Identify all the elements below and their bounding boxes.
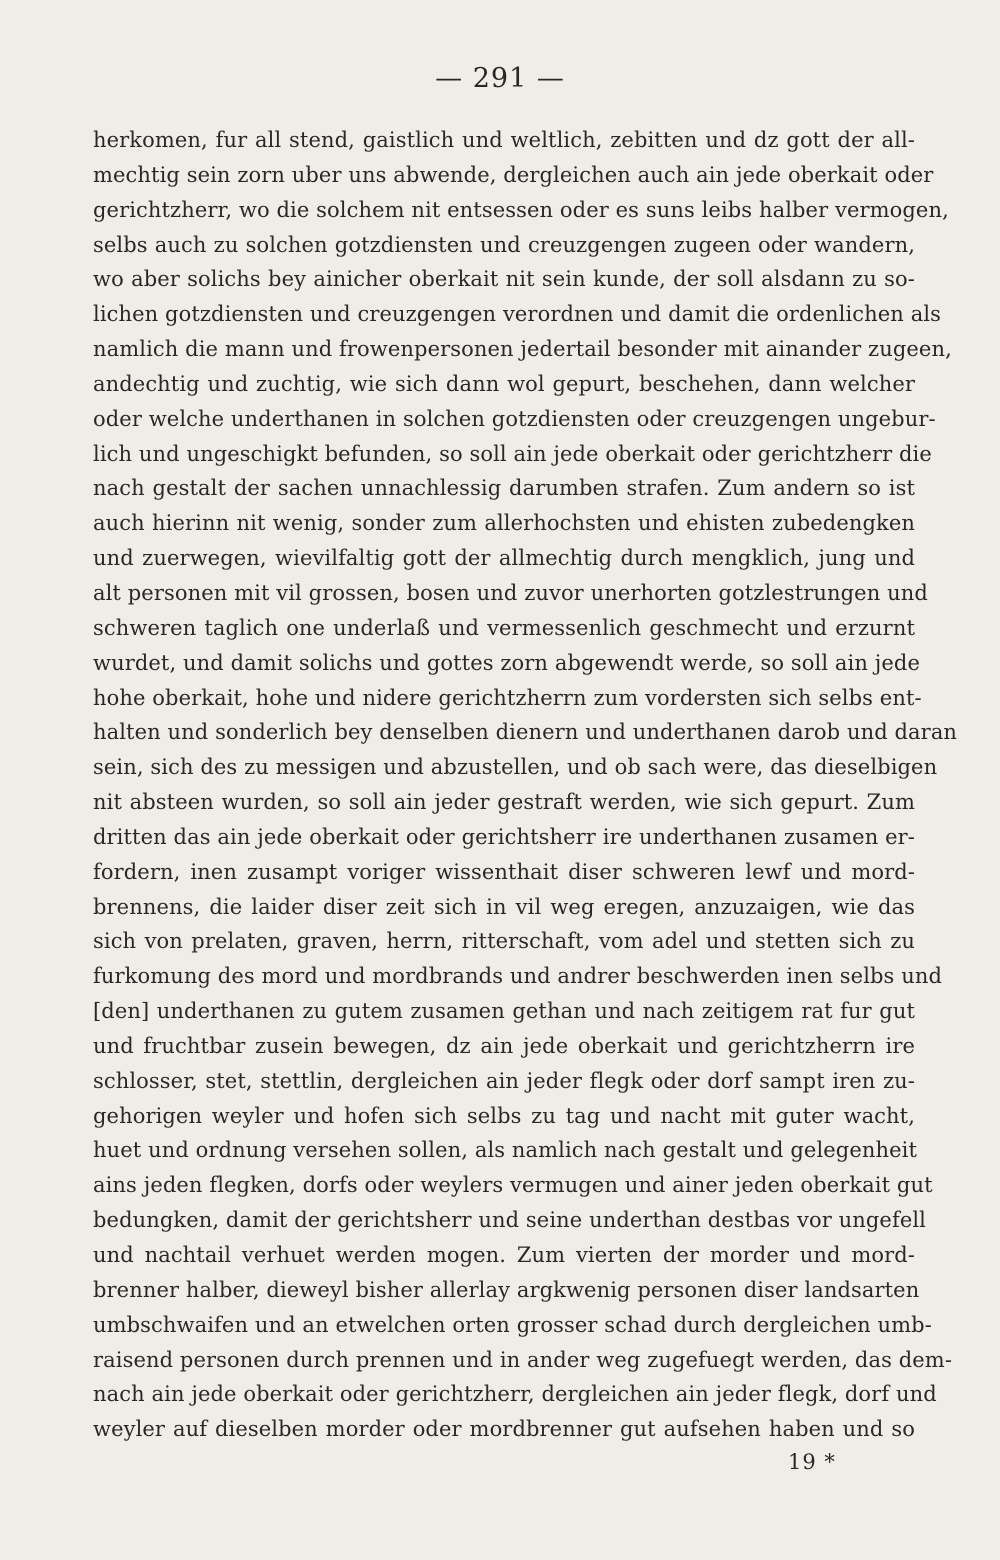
text-line: umbschwaifen und an etwelchen orten grosser schad durch dergleichen umb-	[93, 1312, 932, 1337]
text-line: nach ain jede oberkait oder gerichtzherr, dergleichen ain jeder flegk, dorf und	[93, 1382, 937, 1407]
text-line: brenner halber, dieweyl bisher allerlay argkwenig personen diser landsarten	[93, 1277, 920, 1302]
text-line: hohe oberkait, hohe und nidere gerichtzherrn zum vordersten sich selbs ent-	[93, 685, 922, 710]
text-line: huet und ordnung versehen sollen, als namlich nach gestalt und gelegenheit	[93, 1138, 917, 1163]
body-text	[93, 123, 958, 1447]
text-line: herkomen, fur all stend, gaistlich und weltlich, zebitten und dz gott der all-	[93, 128, 915, 152]
text-line: schweren taglich one underlaß und vermessenlich geschmecht und erzurnt	[93, 615, 915, 640]
text-line: brennens, die laider diser zeit sich in vil weg eregen, anzuzaigen, wie das	[93, 894, 915, 919]
text-line: ains jeden flegken, dorfs oder weylers vermugen und ainer jeden oberkait gut	[93, 1173, 933, 1198]
page-number: — 291 —	[435, 63, 565, 94]
text-line: gehorigen weyler und hofen sich selbs zu tag und nacht mit guter wacht,	[93, 1103, 915, 1128]
text-line: mechtig sein zorn uber uns abwende, dergleichen auch ain jede oberkait oder	[93, 162, 934, 187]
signature-mark: 19 *	[788, 1450, 836, 1474]
text-line: auch hierinn nit wenig, sonder zum allerhochsten und ehisten zubedengken	[93, 511, 915, 536]
text-line: namlich die mann und frowenpersonen jedertail besonder mit ainander zugeen,	[93, 337, 952, 362]
text-line: gerichtzherr, wo die solchem nit entsessen oder es suns leibs halber vermogen,	[93, 197, 949, 222]
text-line: bedungken, damit der gerichtsherr und seine underthan destbas vor ungefell	[93, 1208, 926, 1233]
text-line: und nachtail verhuet werden mogen. Zum vierten der morder und mord-	[93, 1243, 915, 1267]
text-line: lich und ungeschigkt befunden, so soll ain jede oberkait oder gerichtzherr die	[93, 441, 932, 466]
text-line: nit absteen wurden, so soll ain jeder gestraft werden, wie sich gepurt. Zum	[93, 790, 915, 815]
text-line: sein, sich des zu messigen und abzustellen, und ob sach were, das dieselbigen	[93, 755, 938, 780]
text-line: selbs auch zu solchen gotzdiensten und creuzgengen zugeen oder wandern,	[93, 232, 915, 257]
text-line: nach gestalt der sachen unnachlessig darumben strafen. Zum andern so ist	[93, 476, 915, 501]
text-line: wurdet, und damit solichs und gottes zorn abgewendt werde, so soll ain jede	[93, 650, 920, 675]
text-line: und zuerwegen, wievilfaltig gott der allmechtig durch mengklich, jung und	[93, 546, 915, 571]
text-line: fordern, inen zusampt voriger wissenthait diser schweren lewf und mord-	[93, 859, 915, 884]
text-line: sich von prelaten, graven, herrn, ritterschaft, vom adel und stetten sich zu	[93, 929, 915, 954]
text-line: furkomung des mord und mordbrands und andrer beschwerden inen selbs und	[93, 964, 943, 989]
text-line: [den] underthanen zu gutem zusamen gethan und nach zeitigem rat fur gut	[93, 999, 915, 1024]
text-line: lichen gotzdiensten und creuzgengen verordnen und damit die ordenlichen als	[93, 302, 942, 327]
text-line: oder welche underthanen in solchen gotzdiensten oder creuzgengen ungebur-	[93, 406, 936, 431]
text-line: dritten das ain jede oberkait oder gerichtsherr ire underthanen zusamen er-	[93, 824, 915, 849]
page-header	[0, 62, 1000, 96]
text-line: andechtig und zuchtig, wie sich dann wol gepurt, beschehen, dann welcher	[93, 371, 915, 396]
text-line: halten und sonderlich bey denselben dienern und underthanen darob und daran	[93, 720, 958, 745]
text-line: raisend personen durch prennen und in ander weg zugefuegt werden, das dem-	[93, 1347, 953, 1372]
text-line: weyler auf dieselben morder oder mordbrenner gut aufsehen haben und so	[93, 1417, 915, 1442]
text-line: wo aber solichs bey ainicher oberkait nit sein kunde, der soll alsdann zu so-	[93, 267, 915, 292]
text-line: und fruchtbar zusein bewegen, dz ain jede oberkait und gerichtzherrn ire	[93, 1033, 915, 1058]
text-line: schlosser, stet, stettlin, dergleichen ain jeder flegk oder dorf sampt iren zu-	[93, 1068, 915, 1093]
text-line: alt personen mit vil grossen, bosen und zuvor unerhorten gotzlestrungen und	[93, 580, 928, 605]
